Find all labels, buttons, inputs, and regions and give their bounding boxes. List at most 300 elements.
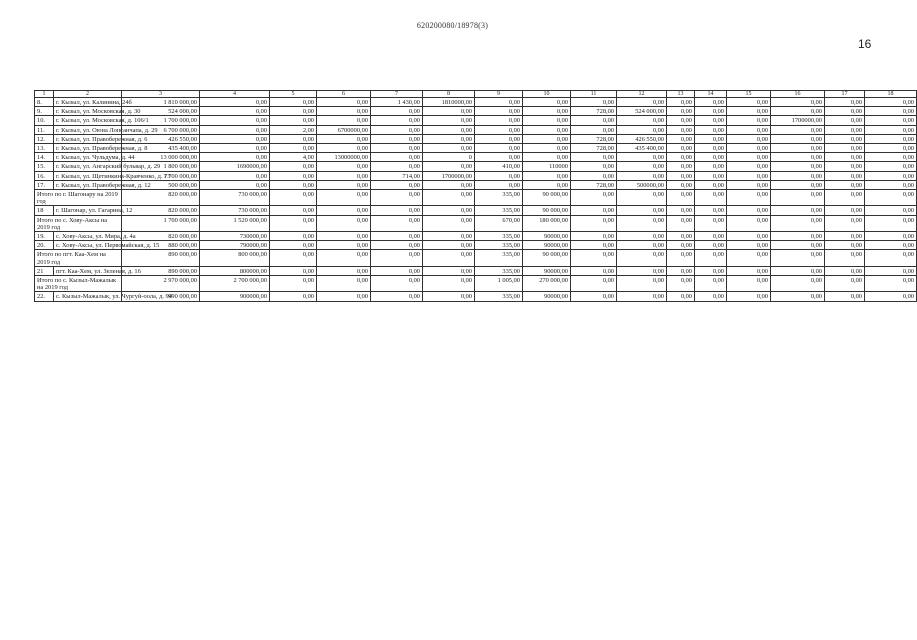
value-cell: 0,00 [667,116,695,125]
value-cell: 0,00 [727,250,771,266]
value-cell: 1810000,00 [423,98,475,107]
table-row [35,125,917,134]
value-cell: 0,00 [200,98,270,107]
value-cell: 0,00 [423,241,475,250]
value-cell: 0,00 [617,292,667,301]
value-cell: 0,00 [371,134,423,143]
value-cell: 0,00 [667,180,695,189]
value-cell: 0,00 [667,292,695,301]
value-cell: 0,00 [771,241,825,250]
table-row [35,232,917,241]
value-cell: 0,00 [695,190,727,206]
value-cell: 0,00 [727,232,771,241]
value-cell: 0,00 [771,206,825,215]
value-cell: 0,00 [617,250,667,266]
row-number: 11. [35,125,54,134]
value-cell: 730000,00 [200,232,270,241]
value-cell: 0,00 [423,116,475,125]
value-cell: 0,00 [523,180,571,189]
value-cell: 0,00 [571,276,617,292]
value-cell: 0,00 [695,206,727,215]
value-cell: 0,00 [423,292,475,301]
value-cell: 0,00 [423,180,475,189]
value-cell: 0,00 [423,162,475,171]
value-cell: 0,00 [270,98,317,107]
value-cell: 0,00 [423,266,475,275]
table-row [35,206,917,215]
address-cell: г. Кызыл, ул. Правобережная, д. 8 [54,144,122,153]
value-cell: 335,00 [475,266,523,275]
value-cell: 90 000,00 [523,250,571,266]
value-cell: 1700000,00 [771,116,825,125]
value-cell: 0,00 [695,144,727,153]
address-cell: г. Кызыл, ул. Московская, д. 30 [54,107,122,116]
value-cell: 0,00 [771,232,825,241]
value-cell: 0,00 [727,206,771,215]
value-cell: 0,00 [423,250,475,266]
value-cell: 0,00 [200,153,270,162]
value-cell: 1 005,00 [475,276,523,292]
value-cell: 0,00 [270,206,317,215]
value-cell: 500000,00 [617,180,667,189]
value-cell: 6 700 000,00 [122,125,200,134]
value-cell: 0,00 [825,215,865,231]
value-cell: 0,00 [771,144,825,153]
value-cell: 0,00 [825,116,865,125]
value-cell: 0,00 [200,116,270,125]
value-cell: 0,00 [571,98,617,107]
address-cell: г. Кызыл, ул. Правобережная, д. 6 [54,134,122,143]
value-cell: 0,00 [371,232,423,241]
address-cell: г. Кызыл, ул. Щетинкина-Кравченко, д. 73 [54,171,122,180]
value-cell: 0,00 [825,241,865,250]
value-cell: 0,00 [771,215,825,231]
value-cell: 0,00 [865,206,917,215]
value-cell: 0,00 [727,171,771,180]
value-cell: 13 000 000,00 [122,153,200,162]
value-cell: 0,00 [771,266,825,275]
column-header: 12 [617,91,667,98]
value-cell: 0,00 [695,171,727,180]
row-number: 14. [35,153,54,162]
column-header: 8 [423,91,475,98]
value-cell: 0,00 [571,232,617,241]
value-cell: 0,00 [423,144,475,153]
value-cell: 1 430,00 [371,98,423,107]
value-cell: 0,00 [825,250,865,266]
value-cell: 1700000,00 [423,171,475,180]
value-cell: 730 000,00 [200,190,270,206]
value-cell: 90000,00 [523,241,571,250]
value-cell: 728,00 [571,144,617,153]
value-cell: 0,00 [523,98,571,107]
value-cell: 0,00 [571,116,617,125]
value-cell: 0,00 [270,241,317,250]
value-cell: 0,00 [771,162,825,171]
value-cell: 90 000,00 [523,206,571,215]
value-cell: 0,00 [523,125,571,134]
value-cell: 0,00 [667,266,695,275]
value-cell: 0,00 [727,153,771,162]
value-cell: 110000 [523,162,571,171]
value-cell: 426 550,00 [122,134,200,143]
value-cell: 0,00 [571,171,617,180]
value-cell: 0,00 [695,162,727,171]
value-cell: 0,00 [695,266,727,275]
value-cell: 0,00 [523,134,571,143]
value-cell: 0,00 [423,190,475,206]
value-cell: 0,00 [825,162,865,171]
value-cell: 714,00 [371,171,423,180]
row-number: 22. [35,292,54,301]
value-cell: 0,00 [270,116,317,125]
value-cell: 0,00 [371,162,423,171]
value-cell: 0,00 [695,153,727,162]
value-cell: 0,00 [865,241,917,250]
value-cell: 0,00 [200,134,270,143]
value-cell: 0,00 [865,162,917,171]
value-cell: 0,00 [423,107,475,116]
value-cell: 0,00 [475,144,523,153]
value-cell: 0,00 [317,144,371,153]
value-cell: 0,00 [423,215,475,231]
value-cell: 0,00 [571,292,617,301]
address-cell: с. Хову-Аксы, ул. Первомайская, д. 15 [54,241,122,250]
value-cell: 0,00 [727,180,771,189]
value-cell: 0,00 [667,144,695,153]
value-cell: 6700000,00 [317,125,371,134]
value-cell: 0,00 [317,190,371,206]
value-cell: 0,00 [317,180,371,189]
row-number: 16. [35,171,54,180]
value-cell: 0,00 [475,153,523,162]
value-cell: 435 400,00 [122,144,200,153]
value-cell: 435 400,00 [617,144,667,153]
value-cell: 335,00 [475,250,523,266]
value-cell: 0,00 [200,180,270,189]
value-cell: 0,00 [317,206,371,215]
value-cell: 0,00 [727,162,771,171]
value-cell: 426 550,00 [617,134,667,143]
value-cell: 0,00 [667,107,695,116]
value-cell: 820 000,00 [122,232,200,241]
value-cell: 0,00 [371,215,423,231]
value-cell: 0,00 [617,153,667,162]
value-cell: 0,00 [317,232,371,241]
value-cell: 0,00 [771,250,825,266]
value-cell: 0,00 [727,292,771,301]
value-cell: 0,00 [727,107,771,116]
value-cell: 730 000,00 [200,206,270,215]
value-cell: 0,00 [865,276,917,292]
value-cell: 0,00 [825,180,865,189]
value-cell: 0,00 [270,180,317,189]
value-cell: 90 000,00 [523,190,571,206]
value-cell: 1 520 000,00 [200,215,270,231]
address-cell: пгт. Каа-Хем, ул. Зеленая, д. 16 [54,266,122,275]
value-cell: 0,00 [371,241,423,250]
table-row [35,180,917,189]
value-cell: 0,00 [317,292,371,301]
value-cell: 0,00 [771,276,825,292]
value-cell: 335,00 [475,292,523,301]
value-cell: 0,00 [423,276,475,292]
value-cell: 0,00 [825,190,865,206]
value-cell: 0,00 [695,134,727,143]
value-cell: 2,00 [270,125,317,134]
table-row [35,292,917,301]
value-cell: 0,00 [317,107,371,116]
value-cell: 0,00 [825,266,865,275]
value-cell: 0,00 [695,276,727,292]
value-cell: 0,00 [571,153,617,162]
column-header: 16 [771,91,825,98]
value-cell: 0,00 [571,125,617,134]
value-cell: 0,00 [523,116,571,125]
address-cell: г. Кызыл, ул. Московская, д. 106/1 [54,116,122,125]
value-cell: 0,00 [771,98,825,107]
subtotal-row [35,276,917,292]
value-cell: 0,00 [865,125,917,134]
value-cell: 0,00 [865,180,917,189]
value-cell: 0,00 [695,116,727,125]
value-cell: 0,00 [475,125,523,134]
value-cell: 0,00 [475,116,523,125]
value-cell: 0,00 [695,292,727,301]
value-cell: 800000,00 [200,266,270,275]
value-cell: 0,00 [270,215,317,231]
column-header: 13 [667,91,695,98]
value-cell: 0,00 [727,266,771,275]
value-cell: 0,00 [317,241,371,250]
value-cell: 180 000,00 [523,215,571,231]
value-cell: 0,00 [825,125,865,134]
value-cell: 2 970 000,00 [122,276,200,292]
table-row [35,162,917,171]
value-cell: 0,00 [523,153,571,162]
column-header: 15 [727,91,771,98]
value-cell: 0,00 [695,215,727,231]
value-cell: 0,00 [771,190,825,206]
table-row [35,144,917,153]
value-cell: 0,00 [865,292,917,301]
value-cell: 0,00 [825,98,865,107]
value-cell: 0,00 [667,171,695,180]
address-cell: г. Кызыл, ул. Калинина, 24б [54,98,122,107]
value-cell: 0,00 [865,250,917,266]
header-row [35,91,917,98]
value-cell: 0 [423,153,475,162]
value-cell: 0,00 [617,171,667,180]
value-cell: 0,00 [727,125,771,134]
value-cell: 0,00 [727,215,771,231]
subtotal-row [35,190,917,206]
subtotal-title: Итого по пгт. Каа-Хем на 2019 год [35,250,122,266]
table-body [35,91,917,302]
value-cell: 0,00 [727,241,771,250]
value-cell: 0,00 [865,144,917,153]
address-cell: г. Кызыл, ул. Правобережная, д. 12 [54,180,122,189]
value-cell: 1 700 000,00 [122,116,200,125]
value-cell: 0,00 [727,134,771,143]
value-cell: 0,00 [423,134,475,143]
value-cell: 0,00 [667,134,695,143]
value-cell: 0,00 [667,215,695,231]
value-cell: 0,00 [317,266,371,275]
table-row [35,107,917,116]
value-cell: 0,00 [317,215,371,231]
value-cell: 2 700 000,00 [200,276,270,292]
value-cell: 0,00 [617,98,667,107]
address-cell: г. Кызыл, ул. Ангарский бульвар, д. 29 [54,162,122,171]
column-header: 14 [695,91,727,98]
value-cell: 0,00 [825,171,865,180]
column-header: 5 [270,91,317,98]
value-cell: 335,00 [475,206,523,215]
value-cell: 670,00 [475,215,523,231]
value-cell: 0,00 [317,134,371,143]
row-number: 9. [35,107,54,116]
value-cell: 0,00 [865,190,917,206]
column-header: 10 [523,91,571,98]
value-cell: 0,00 [371,292,423,301]
value-cell: 0,00 [667,241,695,250]
value-cell: 0,00 [825,134,865,143]
value-cell: 0,00 [865,98,917,107]
value-cell: 0,00 [617,206,667,215]
value-cell: 0,00 [200,144,270,153]
value-cell: 0,00 [825,206,865,215]
value-cell: 0,00 [727,144,771,153]
column-header: 2 [54,91,122,98]
value-cell: 0,00 [727,276,771,292]
value-cell: 524 000,00 [122,107,200,116]
value-cell: 880 000,00 [122,241,200,250]
value-cell: 0,00 [571,241,617,250]
value-cell: 728,00 [571,180,617,189]
value-cell: 0,00 [371,144,423,153]
row-number: 18 [35,206,54,215]
value-cell: 0,00 [317,276,371,292]
column-header: 3 [122,91,200,98]
value-cell: 0,00 [571,215,617,231]
value-cell: 0,00 [523,171,571,180]
value-cell: 0,00 [727,116,771,125]
value-cell: 890 000,00 [122,250,200,266]
row-number: 19. [35,232,54,241]
value-cell: 0,00 [667,162,695,171]
value-cell: 0,00 [825,107,865,116]
value-cell: 0,00 [667,232,695,241]
value-cell: 0,00 [617,241,667,250]
value-cell: 0,00 [825,144,865,153]
value-cell: 0,00 [571,266,617,275]
value-cell: 0,00 [523,107,571,116]
value-cell: 728,00 [571,134,617,143]
value-cell: 0,00 [825,153,865,162]
value-cell: 1 800 000,00 [122,162,200,171]
subtotal-row [35,250,917,266]
value-cell: 0,00 [771,107,825,116]
value-cell: 0,00 [371,276,423,292]
value-cell: 0,00 [270,171,317,180]
value-cell: 0,00 [317,250,371,266]
data-table [34,90,917,302]
row-number: 15. [35,162,54,171]
value-cell: 0,00 [617,276,667,292]
value-cell: 4,00 [270,153,317,162]
value-cell: 0,00 [617,125,667,134]
value-cell: 0,00 [771,292,825,301]
value-cell: 0,00 [865,232,917,241]
value-cell: 335,00 [475,241,523,250]
value-cell: 0,00 [617,266,667,275]
value-cell: 900000,00 [200,292,270,301]
value-cell: 0,00 [270,162,317,171]
table-row [35,98,917,107]
page-number: 16 [858,37,872,51]
value-cell: 90000,00 [523,232,571,241]
value-cell: 0,00 [475,107,523,116]
value-cell: 90000,00 [523,292,571,301]
value-cell: 0,00 [695,125,727,134]
value-cell: 0,00 [270,250,317,266]
value-cell: 0,00 [727,190,771,206]
value-cell: 0,00 [371,125,423,134]
value-cell: 0,00 [667,153,695,162]
column-header: 17 [825,91,865,98]
value-cell: 0,00 [825,276,865,292]
value-cell: 0,00 [475,171,523,180]
value-cell: 0,00 [771,171,825,180]
value-cell: 0,00 [825,232,865,241]
address-cell: с. Кызыл-Мажалык, ул. Чургуй-оола, д. 94 [54,292,122,301]
value-cell: 0,00 [667,206,695,215]
value-cell: 0,00 [617,190,667,206]
value-cell: 0,00 [667,98,695,107]
value-cell: 0,00 [371,153,423,162]
value-cell: 0,00 [865,171,917,180]
value-cell: 0,00 [371,116,423,125]
value-cell: 800 000,00 [200,250,270,266]
value-cell: 0,00 [270,107,317,116]
column-header: 6 [317,91,371,98]
value-cell: 0,00 [727,98,771,107]
address-cell: г. Кызыл, ул. Оюна Лопсанчапа, д. 29 [54,125,122,134]
value-cell: 0,00 [371,206,423,215]
table-row [35,153,917,162]
value-cell: 1 700 000,00 [122,171,200,180]
value-cell: 0,00 [423,232,475,241]
value-cell: 0,00 [617,116,667,125]
value-cell: 0,00 [825,292,865,301]
value-cell: 0,00 [200,171,270,180]
value-cell: 0,00 [695,180,727,189]
value-cell: 0,00 [865,266,917,275]
value-cell: 0,00 [865,116,917,125]
row-number: 12. [35,134,54,143]
value-cell: 820 000,00 [122,206,200,215]
subtotal-title: Итого по с. Хову-Аксы на 2019 год [35,215,122,231]
column-header: 18 [865,91,917,98]
value-cell: 0,00 [475,134,523,143]
value-cell: 0,00 [771,125,825,134]
value-cell: 0,00 [771,134,825,143]
row-number: 10. [35,116,54,125]
address-cell: г. Кызыл, ул. Чульдума, д. 44 [54,153,122,162]
value-cell: 0,00 [667,250,695,266]
column-header: 11 [571,91,617,98]
